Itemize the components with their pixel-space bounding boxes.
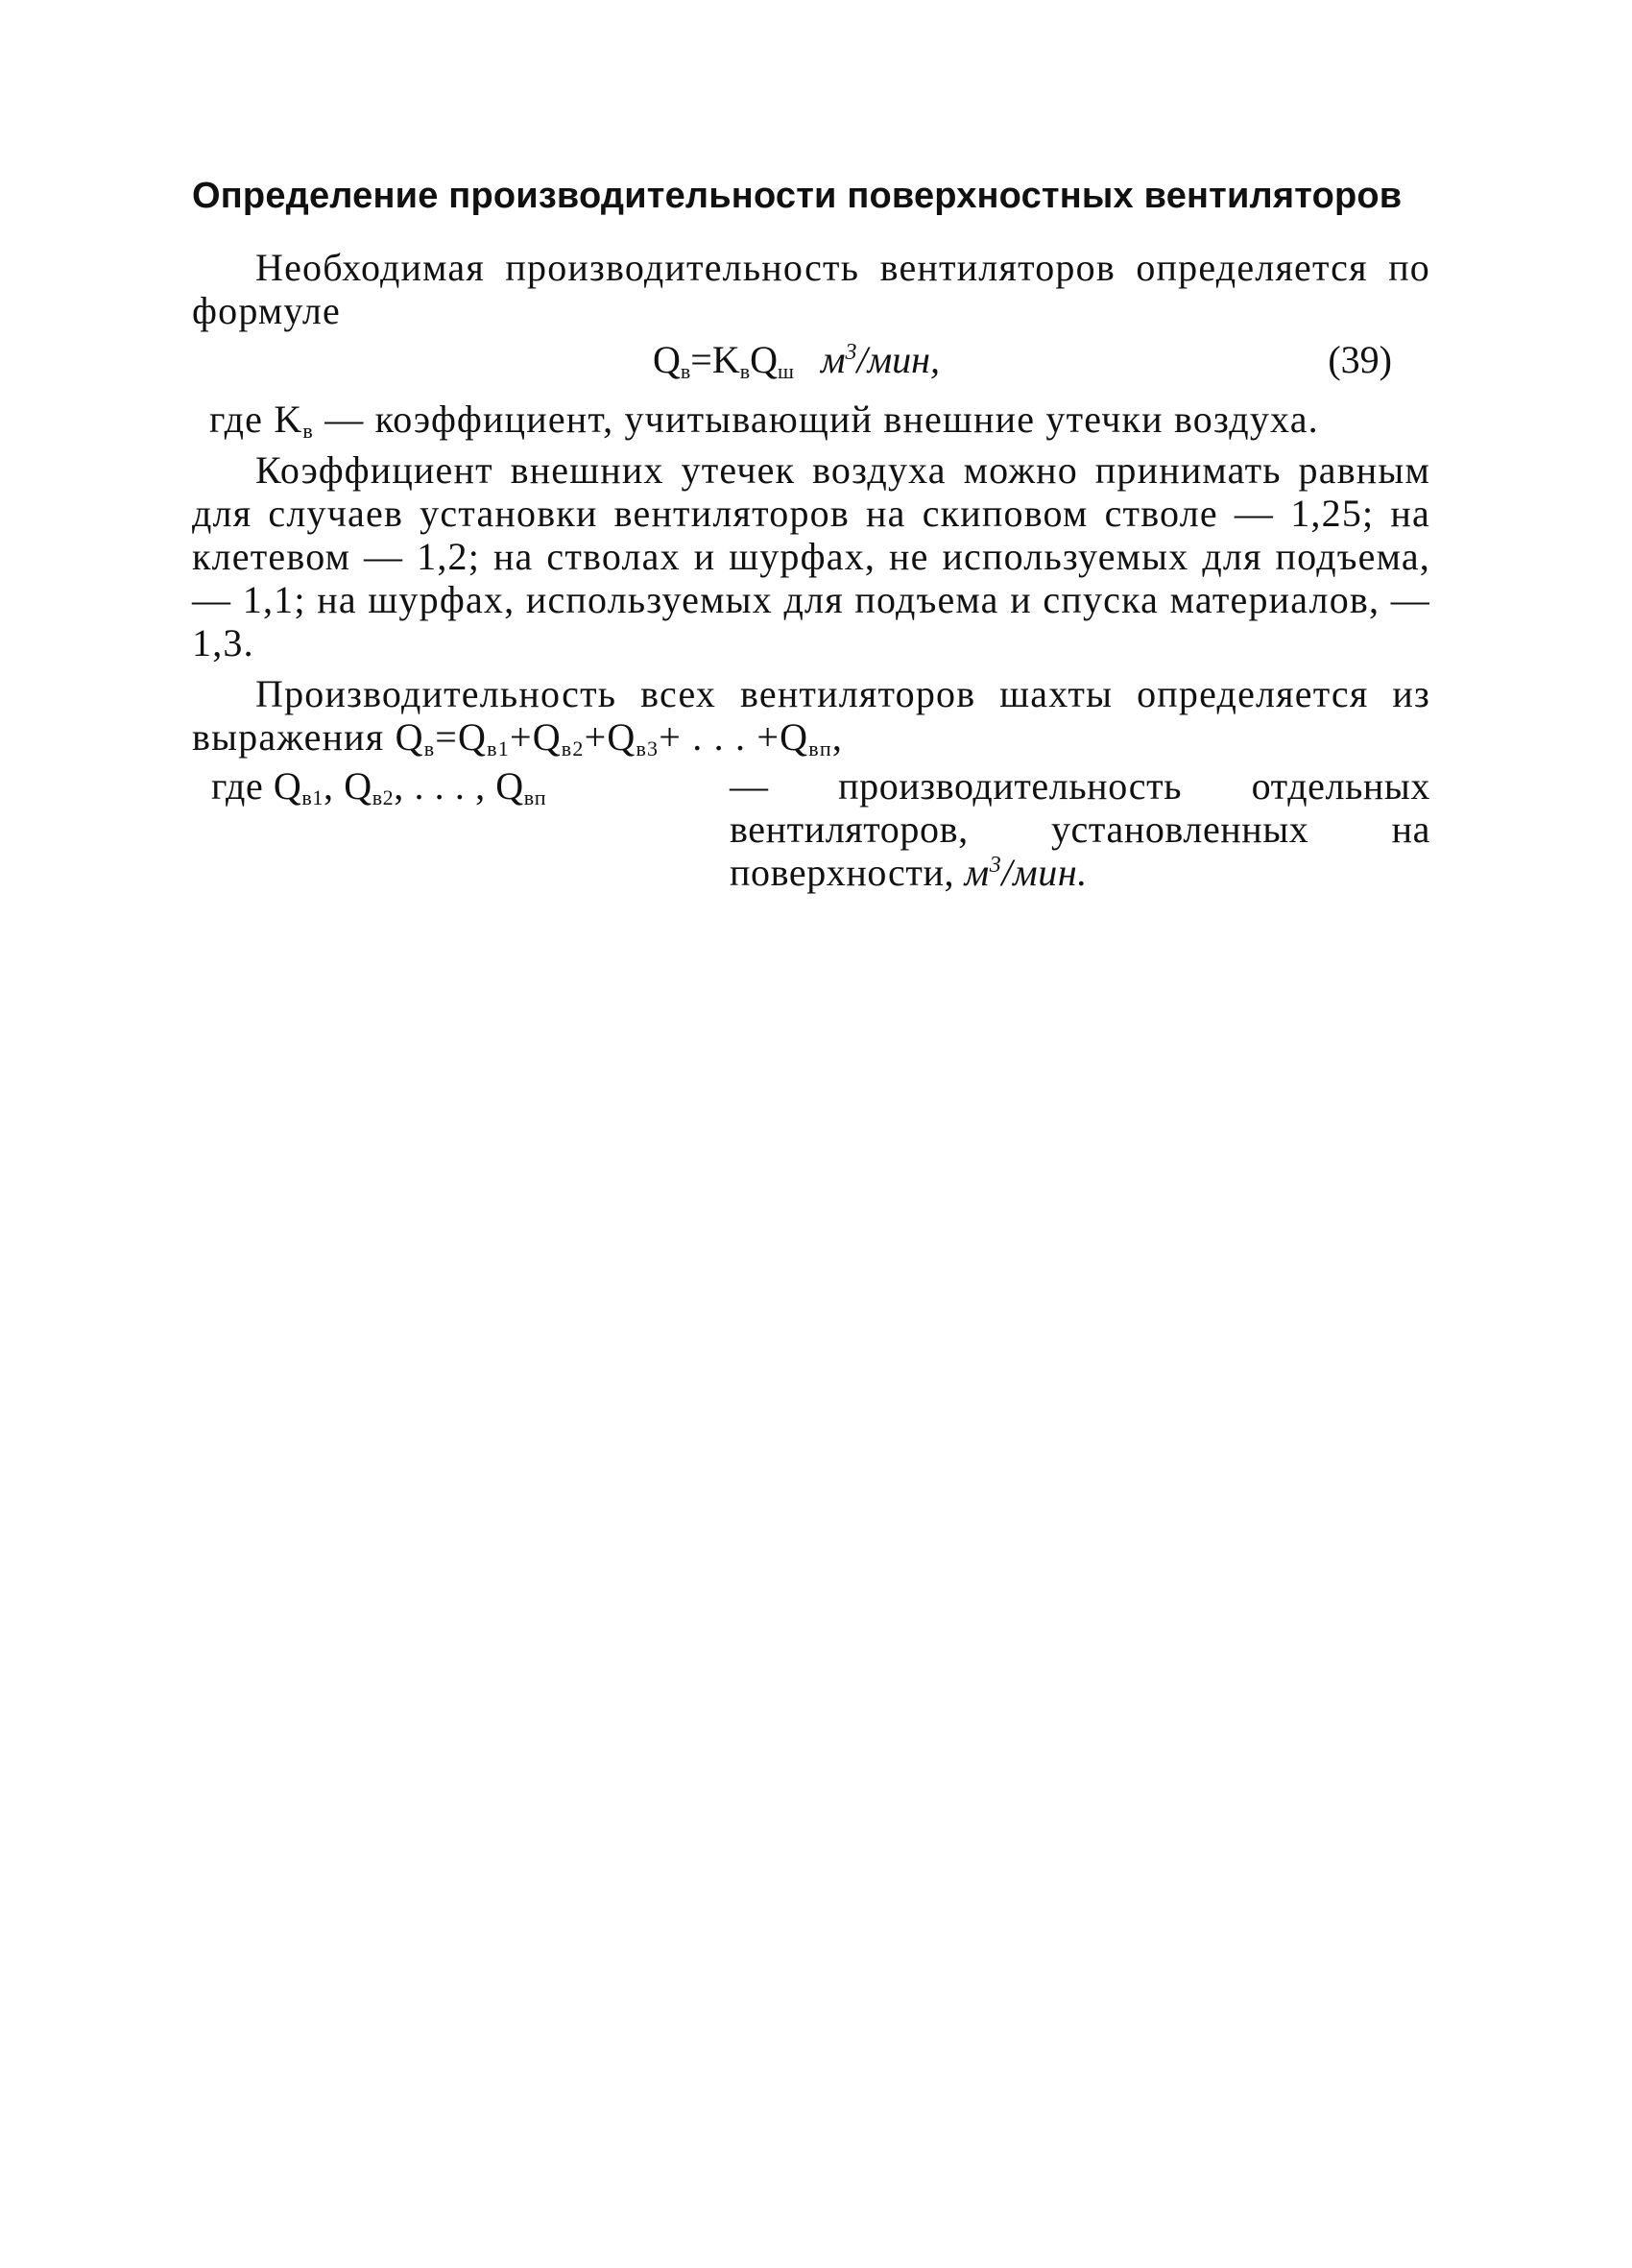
- paragraph-leak-coefficients: Коэффициент внешних утечек воздуха можно принимать равным для случаев установки вентиляторов на скиповом стволе — 1,25; на клетевом — 1,2; на стволах и шурфах, не используемых для подъема, — 1,1; на шурфах, используемых для подъема и спуска материалов, — 1,3.: [192, 448, 1430, 664]
- where-definition-qv-terms: где $Q_{в1}$, $Q_{в2}$, . . . , $Q_{вп}$: [211, 764, 547, 809]
- where-definition-kv: где $K_в$ — коэффициент, учитывающий внешние утечки воздуха.: [209, 398, 1319, 443]
- paragraph-total-capacity: Производительность всех вентиляторов шахты определяется из выражения $Q_в=Q_{в1}+Q_{в2}+Q_{в3}+$ . . . $+Q_{вп}$,: [192, 672, 1430, 760]
- where-definition-qv-text: — производительность отдельных вентиляторов, установленных на поверхности, $м^3$/мин.: [730, 764, 1430, 894]
- paragraph-required-capacity: Необходимая производительность вентиляторов определяется по формуле: [192, 246, 1430, 332]
- unit-m3-per-min: $м^3$/мин.: [964, 851, 1088, 894]
- section-heading: Определение производительности поверхностных вентиляторов: [192, 176, 1403, 216]
- total-capacity-formula: $Q_в=Q_{в1}+Q_{в2}+Q_{в3}+$ . . . $+Q_{вп}$,: [395, 715, 844, 760]
- formula-39-row: [192, 332, 1430, 388]
- formula-39-unit: $м^3$/мин,: [820, 338, 940, 381]
- document-content: [192, 173, 1430, 894]
- equation-number: (39): [1328, 338, 1392, 381]
- formula-39: $Q_в=K_вQ_ш$ $м^3$/мин,: [653, 338, 940, 383]
- where-definition-qv: [192, 764, 1430, 894]
